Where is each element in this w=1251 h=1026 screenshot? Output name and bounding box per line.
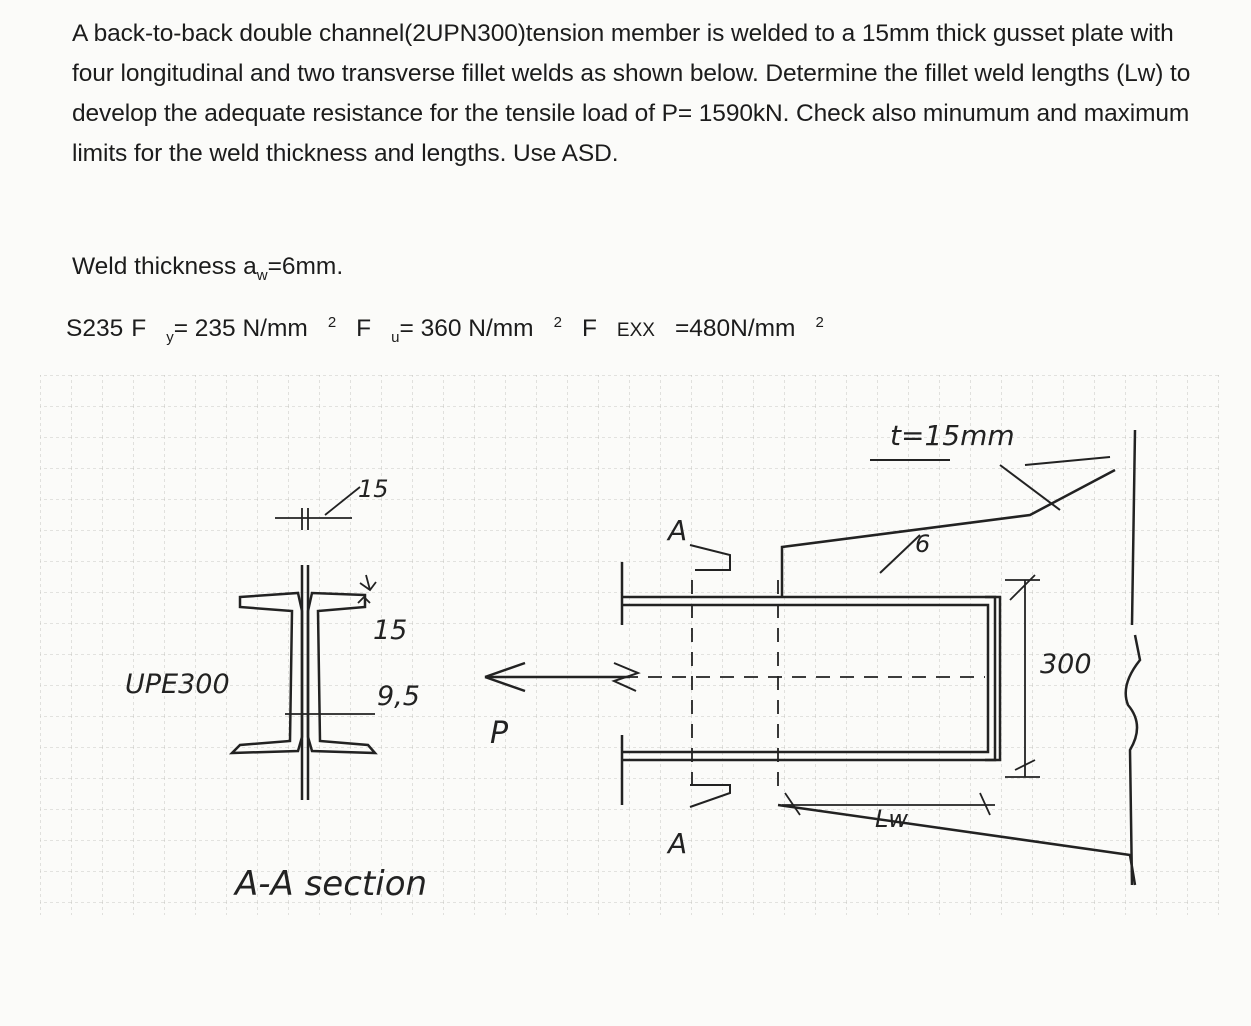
section-caption: A-A section xyxy=(235,864,428,904)
depth-label: 300 xyxy=(1040,649,1092,680)
weld-connection-sketch xyxy=(40,375,1220,935)
material-properties-line xyxy=(66,314,844,346)
problem-statement: A back-to-back double channel(2UPN300)tension member is welded to a 15mm thick gusset plate with four longitudinal and two transverse fillet welds as shown below. Determine the fillet weld lengths (Lw) to develop the adequate resistance for the tensile load of P= 1590kN. Check also minumum and maximum limits for the weld thickness and lengths. Use ASD. xyxy=(72,20,1191,167)
section-label: UPE300 xyxy=(125,669,230,700)
fu-property: F $_u$= 360 N/mm $^2$ xyxy=(356,314,562,347)
fy-property: F $_y$= 235 N/mm $^2$ xyxy=(131,314,337,347)
weld-thickness-value: =6mm. xyxy=(267,253,344,280)
cut-label-bottom: A xyxy=(668,827,688,860)
weld-thickness-line xyxy=(72,253,343,284)
dim-label-top: 15 xyxy=(358,475,389,503)
steel-grade: S235 xyxy=(66,315,124,343)
cut-label-top: A xyxy=(668,514,688,547)
weld-thickness-subscript: w xyxy=(256,266,268,284)
load-label: P xyxy=(490,716,509,751)
weld-size-symbol: 6 xyxy=(915,530,931,558)
dim-label-flange: 15 xyxy=(373,615,408,646)
weld-length-label: Lw xyxy=(875,805,908,833)
dim-label-web: 9,5 xyxy=(377,681,420,712)
graph-paper-grid xyxy=(40,375,1220,915)
gusset-thickness-label: t=15mm xyxy=(890,419,1015,452)
weld-thickness-prefix: Weld thickness a xyxy=(72,253,257,280)
fexx-property: F EXX =480N/mm $^2$ xyxy=(581,314,824,343)
